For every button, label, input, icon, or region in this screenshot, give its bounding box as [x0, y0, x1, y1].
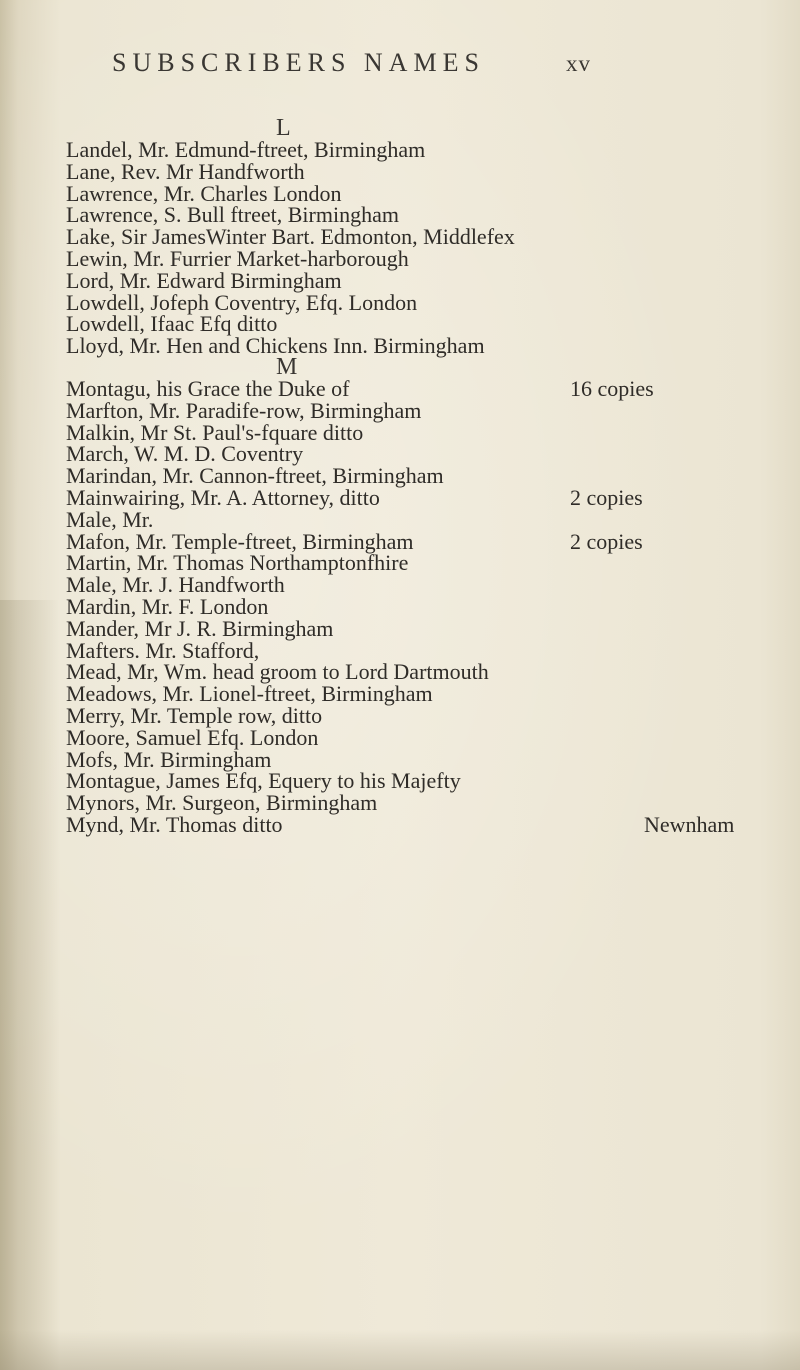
list-item	[66, 375, 746, 401]
subscriber-name: Male, Mr.	[66, 506, 154, 532]
list-item	[66, 637, 746, 663]
subscriber-name: Lane, Rev. Mr Handfworth	[66, 158, 305, 184]
subscriber-name: Mander, Mr J. R. Birmingham	[66, 615, 334, 641]
list-item	[66, 770, 746, 792]
subscriber-name: Montagu, his Grace the Duke of	[66, 375, 350, 401]
list-item	[66, 443, 746, 465]
list-item	[66, 615, 746, 641]
subscriber-name: Lake, Sir JamesWinter Bart. Edmonton, Middlefex	[66, 224, 515, 250]
list-item	[66, 465, 746, 487]
list-item	[66, 661, 746, 683]
copies-note: 2 copies	[570, 484, 643, 510]
subscriber-name: Lowdell, Jofeph Coventry, Efq. London	[66, 289, 418, 315]
subscriber-name: Marfton, Mr. Paradife-row, Birmingham	[66, 397, 422, 423]
page-edge-shadow	[0, 1330, 800, 1370]
list-item	[66, 574, 746, 596]
subscriber-name: Lawrence, S. Bull ftreet, Birmingham	[66, 202, 399, 228]
list-item	[66, 180, 746, 206]
subscriber-name: Moore, Samuel Efq. London	[66, 724, 319, 750]
subscriber-name: Mead, Mr, Wm. head groom to Lord Dartmouth	[66, 659, 489, 685]
list-item	[66, 245, 746, 271]
list-item	[66, 811, 746, 837]
subscriber-name: Mainwairing, Mr. A. Attorney, ditto	[66, 484, 380, 510]
copies-note: 2 copies	[570, 528, 643, 554]
subscriber-name: Mynors, Mr. Surgeon, Birmingham	[66, 790, 378, 816]
section-letter-l: L	[276, 115, 291, 141]
subscriber-name: Meadows, Mr. Lionel-ftreet, Birmingham	[66, 681, 433, 707]
catchword: Newnham	[644, 811, 735, 837]
subscriber-name: Lowdell, Ifaac Efq ditto	[66, 311, 278, 337]
subscriber-name: Mynd, Mr. Thomas ditto	[66, 811, 283, 837]
subscriber-name: Montague, James Efq, Equery to his Majefty	[66, 768, 461, 794]
list-item	[66, 593, 746, 619]
list-item	[66, 419, 746, 445]
subscriber-name: Mafters. Mr. Stafford,	[66, 637, 260, 663]
section-letter-m: M	[276, 353, 298, 380]
list-item	[66, 397, 746, 423]
subscriber-name: Lord, Mr. Edward Birmingham	[66, 267, 342, 293]
list-item	[66, 335, 746, 357]
list-item	[66, 528, 746, 554]
subscriber-name: Lloyd, Mr. Hen and Chickens Inn. Birmingham	[66, 333, 485, 359]
subscriber-name: Landel, Mr. Edmund-ftreet, Birmingham	[66, 137, 426, 162]
subscriber-name: Mardin, Mr. F. London	[66, 593, 269, 619]
subscriber-name: Malkin, Mr St. Paul's-fquare ditto	[66, 419, 364, 445]
subscriber-name: Martin, Mr. Thomas Northamptonfhire	[66, 550, 409, 576]
list-item	[66, 724, 746, 750]
list-item	[66, 702, 746, 728]
page-foxing-stain	[0, 600, 60, 1370]
subscriber-name: Lewin, Mr. Furrier Market-harborough	[66, 245, 409, 271]
subscriber-name: Male, Mr. J. Handfworth	[66, 572, 285, 598]
subscriber-list	[66, 115, 746, 837]
list-item	[66, 289, 746, 315]
subscriber-name: Mofs, Mr. Birmingham	[66, 746, 272, 772]
list-item	[66, 139, 746, 161]
list-item	[66, 204, 746, 226]
subscriber-name: Marindan, Mr. Cannon-ftreet, Birmingham	[66, 463, 444, 489]
subscriber-name: Merry, Mr. Temple row, ditto	[66, 702, 323, 728]
list-item	[66, 683, 746, 705]
list-item	[66, 484, 746, 510]
list-item	[66, 226, 746, 248]
list-item	[66, 746, 746, 772]
subscriber-name: Mafon, Mr. Temple-ftreet, Birmingham	[66, 528, 414, 554]
list-item	[66, 158, 746, 184]
list-item	[66, 313, 746, 335]
page-number: xv	[566, 51, 591, 76]
subscriber-name: March, W. M. D. Coventry	[66, 441, 304, 467]
list-item	[66, 552, 746, 574]
list-item	[66, 267, 746, 293]
list-item	[66, 792, 746, 814]
copies-note: 16 copies	[570, 375, 654, 401]
list-item	[66, 506, 746, 532]
running-head: SUBSCRIBERS NAMES	[112, 48, 485, 77]
subscriber-name: Lawrence, Mr. Charles London	[66, 180, 342, 206]
